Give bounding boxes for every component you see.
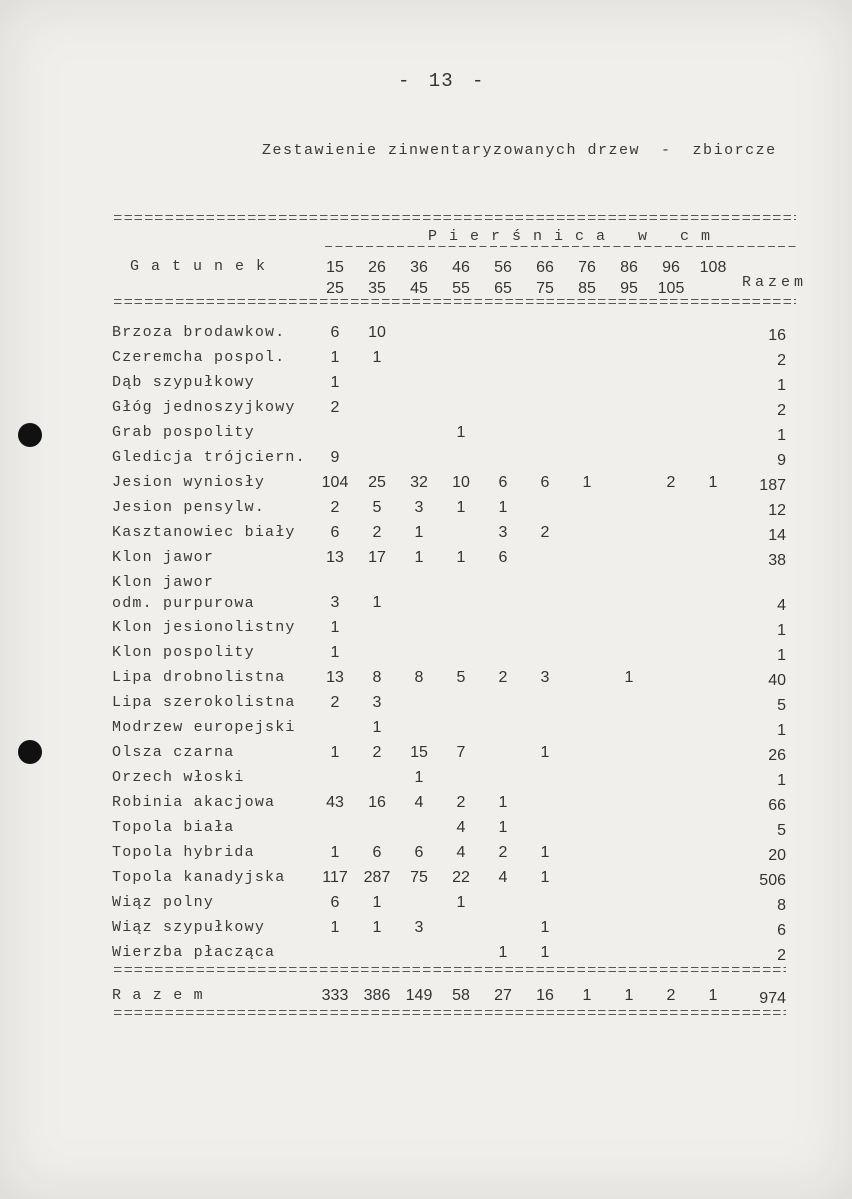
species-name-line: Jesion wyniosły bbox=[112, 474, 266, 491]
species-name-line: Klon jesionolistny bbox=[112, 619, 296, 636]
range-to: 55 bbox=[452, 280, 470, 297]
count-cell: 5 bbox=[456, 669, 466, 686]
double-rule-before-total bbox=[114, 967, 786, 972]
range-from: 66 bbox=[536, 259, 554, 276]
diameter-range-header bbox=[356, 257, 398, 299]
count-cell: 1 bbox=[330, 374, 340, 391]
count-cell: 1 bbox=[708, 474, 718, 491]
count-cell: 3 bbox=[414, 499, 424, 516]
double-rule-top bbox=[114, 215, 796, 220]
range-to: 95 bbox=[620, 280, 638, 297]
species-name bbox=[112, 395, 314, 420]
count-cell: 1 bbox=[498, 944, 508, 961]
count-cell: 1 bbox=[540, 844, 550, 861]
row-total: 1 bbox=[777, 377, 786, 394]
table-row bbox=[112, 790, 794, 815]
count-cell: 2 bbox=[498, 669, 508, 686]
summary-count-cell: 333 bbox=[321, 987, 349, 1004]
count-cell: 1 bbox=[330, 644, 340, 661]
row-total: 38 bbox=[768, 552, 786, 569]
species-name-line: Klon pospolity bbox=[112, 644, 255, 661]
diameter-range-header bbox=[692, 257, 734, 299]
count-cell: 104 bbox=[321, 474, 349, 491]
species-name-line: Modrzew europejski bbox=[112, 719, 296, 736]
species-name bbox=[112, 740, 314, 765]
dashed-rule bbox=[325, 246, 796, 247]
count-cell: 6 bbox=[330, 324, 340, 341]
row-total: 12 bbox=[768, 502, 786, 519]
count-cell: 4 bbox=[414, 794, 424, 811]
row-total: 506 bbox=[759, 872, 786, 889]
count-cell: 7 bbox=[456, 744, 466, 761]
table-row bbox=[112, 690, 794, 715]
range-to: 45 bbox=[410, 280, 428, 297]
range-from: 56 bbox=[494, 259, 512, 276]
diameter-range-header bbox=[482, 257, 524, 299]
species-name bbox=[112, 370, 314, 395]
count-cell: 8 bbox=[372, 669, 382, 686]
row-total: 6 bbox=[777, 922, 786, 939]
row-total: 1 bbox=[777, 647, 786, 664]
species-name bbox=[112, 865, 314, 890]
diameter-range-header bbox=[524, 257, 566, 299]
count-cell: 4 bbox=[456, 844, 466, 861]
summary-count-cell: 2 bbox=[666, 987, 676, 1004]
table-row bbox=[112, 865, 794, 890]
table-row bbox=[112, 395, 794, 420]
count-cell: 1 bbox=[330, 919, 340, 936]
species-name bbox=[112, 915, 314, 940]
count-cell: 1 bbox=[414, 524, 424, 541]
species-name-line: Dąb szypułkowy bbox=[112, 374, 255, 391]
row-total: 66 bbox=[768, 797, 786, 814]
row-total: 9 bbox=[777, 452, 786, 469]
count-cell: 1 bbox=[498, 794, 508, 811]
count-cell: 2 bbox=[498, 844, 508, 861]
count-cell: 1 bbox=[456, 499, 466, 516]
punch-hole bbox=[18, 423, 42, 447]
count-cell: 287 bbox=[363, 869, 391, 886]
count-cell: 5 bbox=[372, 499, 382, 516]
count-cell: 2 bbox=[330, 499, 340, 516]
row-total: 8 bbox=[777, 897, 786, 914]
document-title: Zestawienie zinwentaryzowanych drzew - zbiorcze bbox=[262, 142, 777, 159]
count-cell: 6 bbox=[330, 524, 340, 541]
range-from: 15 bbox=[326, 259, 344, 276]
count-cell: 6 bbox=[372, 844, 382, 861]
diameter-range-header bbox=[314, 257, 356, 299]
count-cell: 1 bbox=[414, 769, 424, 786]
count-cell: 3 bbox=[540, 669, 550, 686]
species-name bbox=[112, 765, 314, 790]
count-cell: 15 bbox=[410, 744, 428, 761]
table-row bbox=[112, 320, 794, 345]
count-cell: 1 bbox=[540, 944, 550, 961]
count-cell: 1 bbox=[372, 894, 382, 911]
species-name bbox=[112, 890, 314, 915]
count-cell: 16 bbox=[368, 794, 386, 811]
count-cell: 10 bbox=[368, 324, 386, 341]
row-total: 1 bbox=[777, 427, 786, 444]
count-cell: 1 bbox=[456, 549, 466, 566]
count-cell: 1 bbox=[540, 744, 550, 761]
count-cell: 1 bbox=[330, 744, 340, 761]
summary-row bbox=[112, 983, 794, 1008]
table-row bbox=[112, 765, 794, 790]
range-to bbox=[692, 278, 734, 299]
species-name bbox=[112, 665, 314, 690]
summary-label: R a z e m bbox=[112, 987, 204, 1004]
species-name bbox=[112, 520, 314, 545]
table-row bbox=[112, 940, 794, 965]
species-name bbox=[112, 545, 314, 570]
count-cell: 6 bbox=[414, 844, 424, 861]
table-row bbox=[112, 370, 794, 395]
count-cell: 75 bbox=[410, 869, 428, 886]
species-name bbox=[112, 615, 314, 640]
count-cell: 22 bbox=[452, 869, 470, 886]
count-cell: 2 bbox=[372, 744, 382, 761]
count-cell: 1 bbox=[540, 869, 550, 886]
row-total: 5 bbox=[777, 822, 786, 839]
count-cell: 1 bbox=[372, 719, 382, 736]
table-row bbox=[112, 740, 794, 765]
species-name-line: Olsza czarna bbox=[112, 744, 235, 761]
summary-count-cell: 27 bbox=[494, 987, 512, 1004]
row-total: 14 bbox=[768, 527, 786, 544]
row-total: 187 bbox=[759, 477, 786, 494]
table-row bbox=[112, 420, 794, 445]
species-name-line: Czeremcha pospol. bbox=[112, 349, 286, 366]
species-name-line: Wiąz polny bbox=[112, 894, 215, 911]
count-cell: 6 bbox=[498, 549, 508, 566]
punch-hole bbox=[18, 740, 42, 764]
range-to: 85 bbox=[578, 280, 596, 297]
species-name bbox=[112, 445, 314, 470]
double-rule-header-bottom bbox=[114, 299, 796, 304]
range-from: 46 bbox=[452, 259, 470, 276]
table-row bbox=[112, 715, 794, 740]
range-from: 96 bbox=[662, 259, 680, 276]
species-header: G a t u n e k bbox=[130, 258, 267, 275]
row-total: 4 bbox=[777, 597, 786, 614]
count-cell: 1 bbox=[414, 549, 424, 566]
species-name bbox=[112, 470, 314, 495]
count-cell: 1 bbox=[498, 819, 508, 836]
table-body bbox=[112, 320, 794, 965]
summary-count-cell: 1 bbox=[624, 987, 634, 1004]
count-cell: 2 bbox=[330, 694, 340, 711]
species-name bbox=[112, 840, 314, 865]
total-header: Razem bbox=[742, 274, 808, 291]
species-name-line: Topola kanadyjska bbox=[112, 869, 286, 886]
range-to: 65 bbox=[494, 280, 512, 297]
count-cell: 9 bbox=[330, 449, 340, 466]
range-to: 105 bbox=[657, 280, 685, 297]
row-total: 2 bbox=[777, 947, 786, 964]
row-total: 40 bbox=[768, 672, 786, 689]
diameter-range-header bbox=[608, 257, 650, 299]
summary-count-cell: 386 bbox=[363, 987, 391, 1004]
range-from: 108 bbox=[699, 259, 727, 276]
row-total: 1 bbox=[777, 622, 786, 639]
row-total: 16 bbox=[768, 327, 786, 344]
diameter-header: P i e r ś n i c a w c m bbox=[428, 228, 712, 245]
summary-count-cell: 16 bbox=[536, 987, 554, 1004]
count-cell: 1 bbox=[330, 349, 340, 366]
species-name bbox=[112, 790, 314, 815]
species-name-line: Wiąz szypułkowy bbox=[112, 919, 266, 936]
range-to: 25 bbox=[326, 280, 344, 297]
count-cell: 2 bbox=[330, 399, 340, 416]
count-cell: 1 bbox=[372, 594, 382, 611]
summary-count-cell: 1 bbox=[582, 987, 592, 1004]
species-name-line: odm. purpurowa bbox=[112, 595, 255, 612]
table-row bbox=[112, 545, 794, 570]
species-name-line: Klon jawor bbox=[112, 549, 215, 566]
species-name-line: Lipa szerokolistna bbox=[112, 694, 296, 711]
grand-total: 974 bbox=[759, 990, 786, 1007]
range-from: 86 bbox=[620, 259, 638, 276]
count-cell: 3 bbox=[330, 594, 340, 611]
range-from: 76 bbox=[578, 259, 596, 276]
count-cell: 4 bbox=[456, 819, 466, 836]
species-name-line: Głóg jednoszyjkowy bbox=[112, 399, 296, 416]
count-cell: 17 bbox=[368, 549, 386, 566]
species-name-line: Gledicja trójciern. bbox=[112, 449, 306, 466]
count-cell: 1 bbox=[330, 844, 340, 861]
count-cell: 1 bbox=[624, 669, 634, 686]
table-row bbox=[112, 445, 794, 470]
count-cell: 2 bbox=[540, 524, 550, 541]
count-cell: 3 bbox=[414, 919, 424, 936]
species-name-line: Brzoza brodawkow. bbox=[112, 324, 286, 341]
species-name-line: Robinia akacjowa bbox=[112, 794, 276, 811]
row-total: 26 bbox=[768, 747, 786, 764]
count-cell: 1 bbox=[372, 349, 382, 366]
row-total: 1 bbox=[777, 722, 786, 739]
species-name bbox=[112, 570, 314, 615]
count-cell: 3 bbox=[372, 694, 382, 711]
species-name-line: Wierzba płacząca bbox=[112, 944, 276, 961]
species-name bbox=[112, 495, 314, 520]
count-cell: 2 bbox=[456, 794, 466, 811]
count-cell: 117 bbox=[322, 869, 348, 886]
table-row bbox=[112, 345, 794, 370]
row-total: 1 bbox=[777, 772, 786, 789]
count-cell: 1 bbox=[456, 894, 466, 911]
species-name-line: Kasztanowiec biały bbox=[112, 524, 296, 541]
count-cell: 1 bbox=[330, 619, 340, 636]
species-name-line: Jesion pensylw. bbox=[112, 499, 266, 516]
count-cell: 13 bbox=[326, 549, 344, 566]
species-name-line: Topola hybrida bbox=[112, 844, 255, 861]
species-name-line: Klon jawor bbox=[112, 574, 215, 591]
count-cell: 1 bbox=[456, 424, 466, 441]
count-cell: 1 bbox=[582, 474, 592, 491]
species-name bbox=[112, 420, 314, 445]
species-name bbox=[112, 690, 314, 715]
summary-count-cell: 58 bbox=[452, 987, 470, 1004]
diameter-range-header bbox=[566, 257, 608, 299]
row-total: 20 bbox=[768, 847, 786, 864]
range-to: 35 bbox=[368, 280, 386, 297]
count-cell: 2 bbox=[666, 474, 676, 491]
row-total: 2 bbox=[777, 402, 786, 419]
count-cell: 1 bbox=[540, 919, 550, 936]
range-from: 26 bbox=[368, 259, 386, 276]
species-name-line: Grab pospolity bbox=[112, 424, 255, 441]
count-cell: 8 bbox=[414, 669, 424, 686]
count-cell: 32 bbox=[410, 474, 428, 491]
count-cell: 25 bbox=[368, 474, 386, 491]
species-name-line: Orzech włoski bbox=[112, 769, 245, 786]
count-cell: 6 bbox=[540, 474, 550, 491]
count-cell: 1 bbox=[498, 499, 508, 516]
row-total: 2 bbox=[777, 352, 786, 369]
table-row bbox=[112, 570, 794, 615]
range-to: 75 bbox=[536, 280, 554, 297]
count-cell: 6 bbox=[498, 474, 508, 491]
count-cell: 4 bbox=[498, 869, 508, 886]
page-number: - 13 - bbox=[398, 70, 485, 92]
table-row bbox=[112, 815, 794, 840]
table-row bbox=[112, 520, 794, 545]
species-name bbox=[112, 640, 314, 665]
diameter-range-header bbox=[440, 257, 482, 299]
row-total: 5 bbox=[777, 697, 786, 714]
species-name bbox=[112, 940, 314, 965]
double-rule-bottom bbox=[114, 1010, 786, 1015]
table-row bbox=[112, 640, 794, 665]
count-cell: 3 bbox=[498, 524, 508, 541]
summary-count-cell: 1 bbox=[708, 987, 718, 1004]
range-from: 36 bbox=[410, 259, 428, 276]
count-cell: 10 bbox=[452, 474, 470, 491]
species-name-line: Lipa drobnolistna bbox=[112, 669, 286, 686]
diameter-column-headers bbox=[314, 257, 734, 299]
table-row bbox=[112, 470, 794, 495]
diameter-range-header bbox=[398, 257, 440, 299]
species-name bbox=[112, 715, 314, 740]
count-cell: 43 bbox=[326, 794, 344, 811]
summary-count-cell: 149 bbox=[405, 987, 433, 1004]
table-row bbox=[112, 615, 794, 640]
count-cell: 2 bbox=[372, 524, 382, 541]
species-name bbox=[112, 320, 314, 345]
table-row bbox=[112, 665, 794, 690]
table-row bbox=[112, 495, 794, 520]
species-name bbox=[112, 345, 314, 370]
table-row bbox=[112, 890, 794, 915]
count-cell: 13 bbox=[326, 669, 344, 686]
diameter-range-header bbox=[650, 257, 692, 299]
count-cell: 6 bbox=[330, 894, 340, 911]
species-name-line: Topola biała bbox=[112, 819, 235, 836]
table-row bbox=[112, 915, 794, 940]
species-name bbox=[112, 815, 314, 840]
table-row bbox=[112, 840, 794, 865]
count-cell: 1 bbox=[372, 919, 382, 936]
